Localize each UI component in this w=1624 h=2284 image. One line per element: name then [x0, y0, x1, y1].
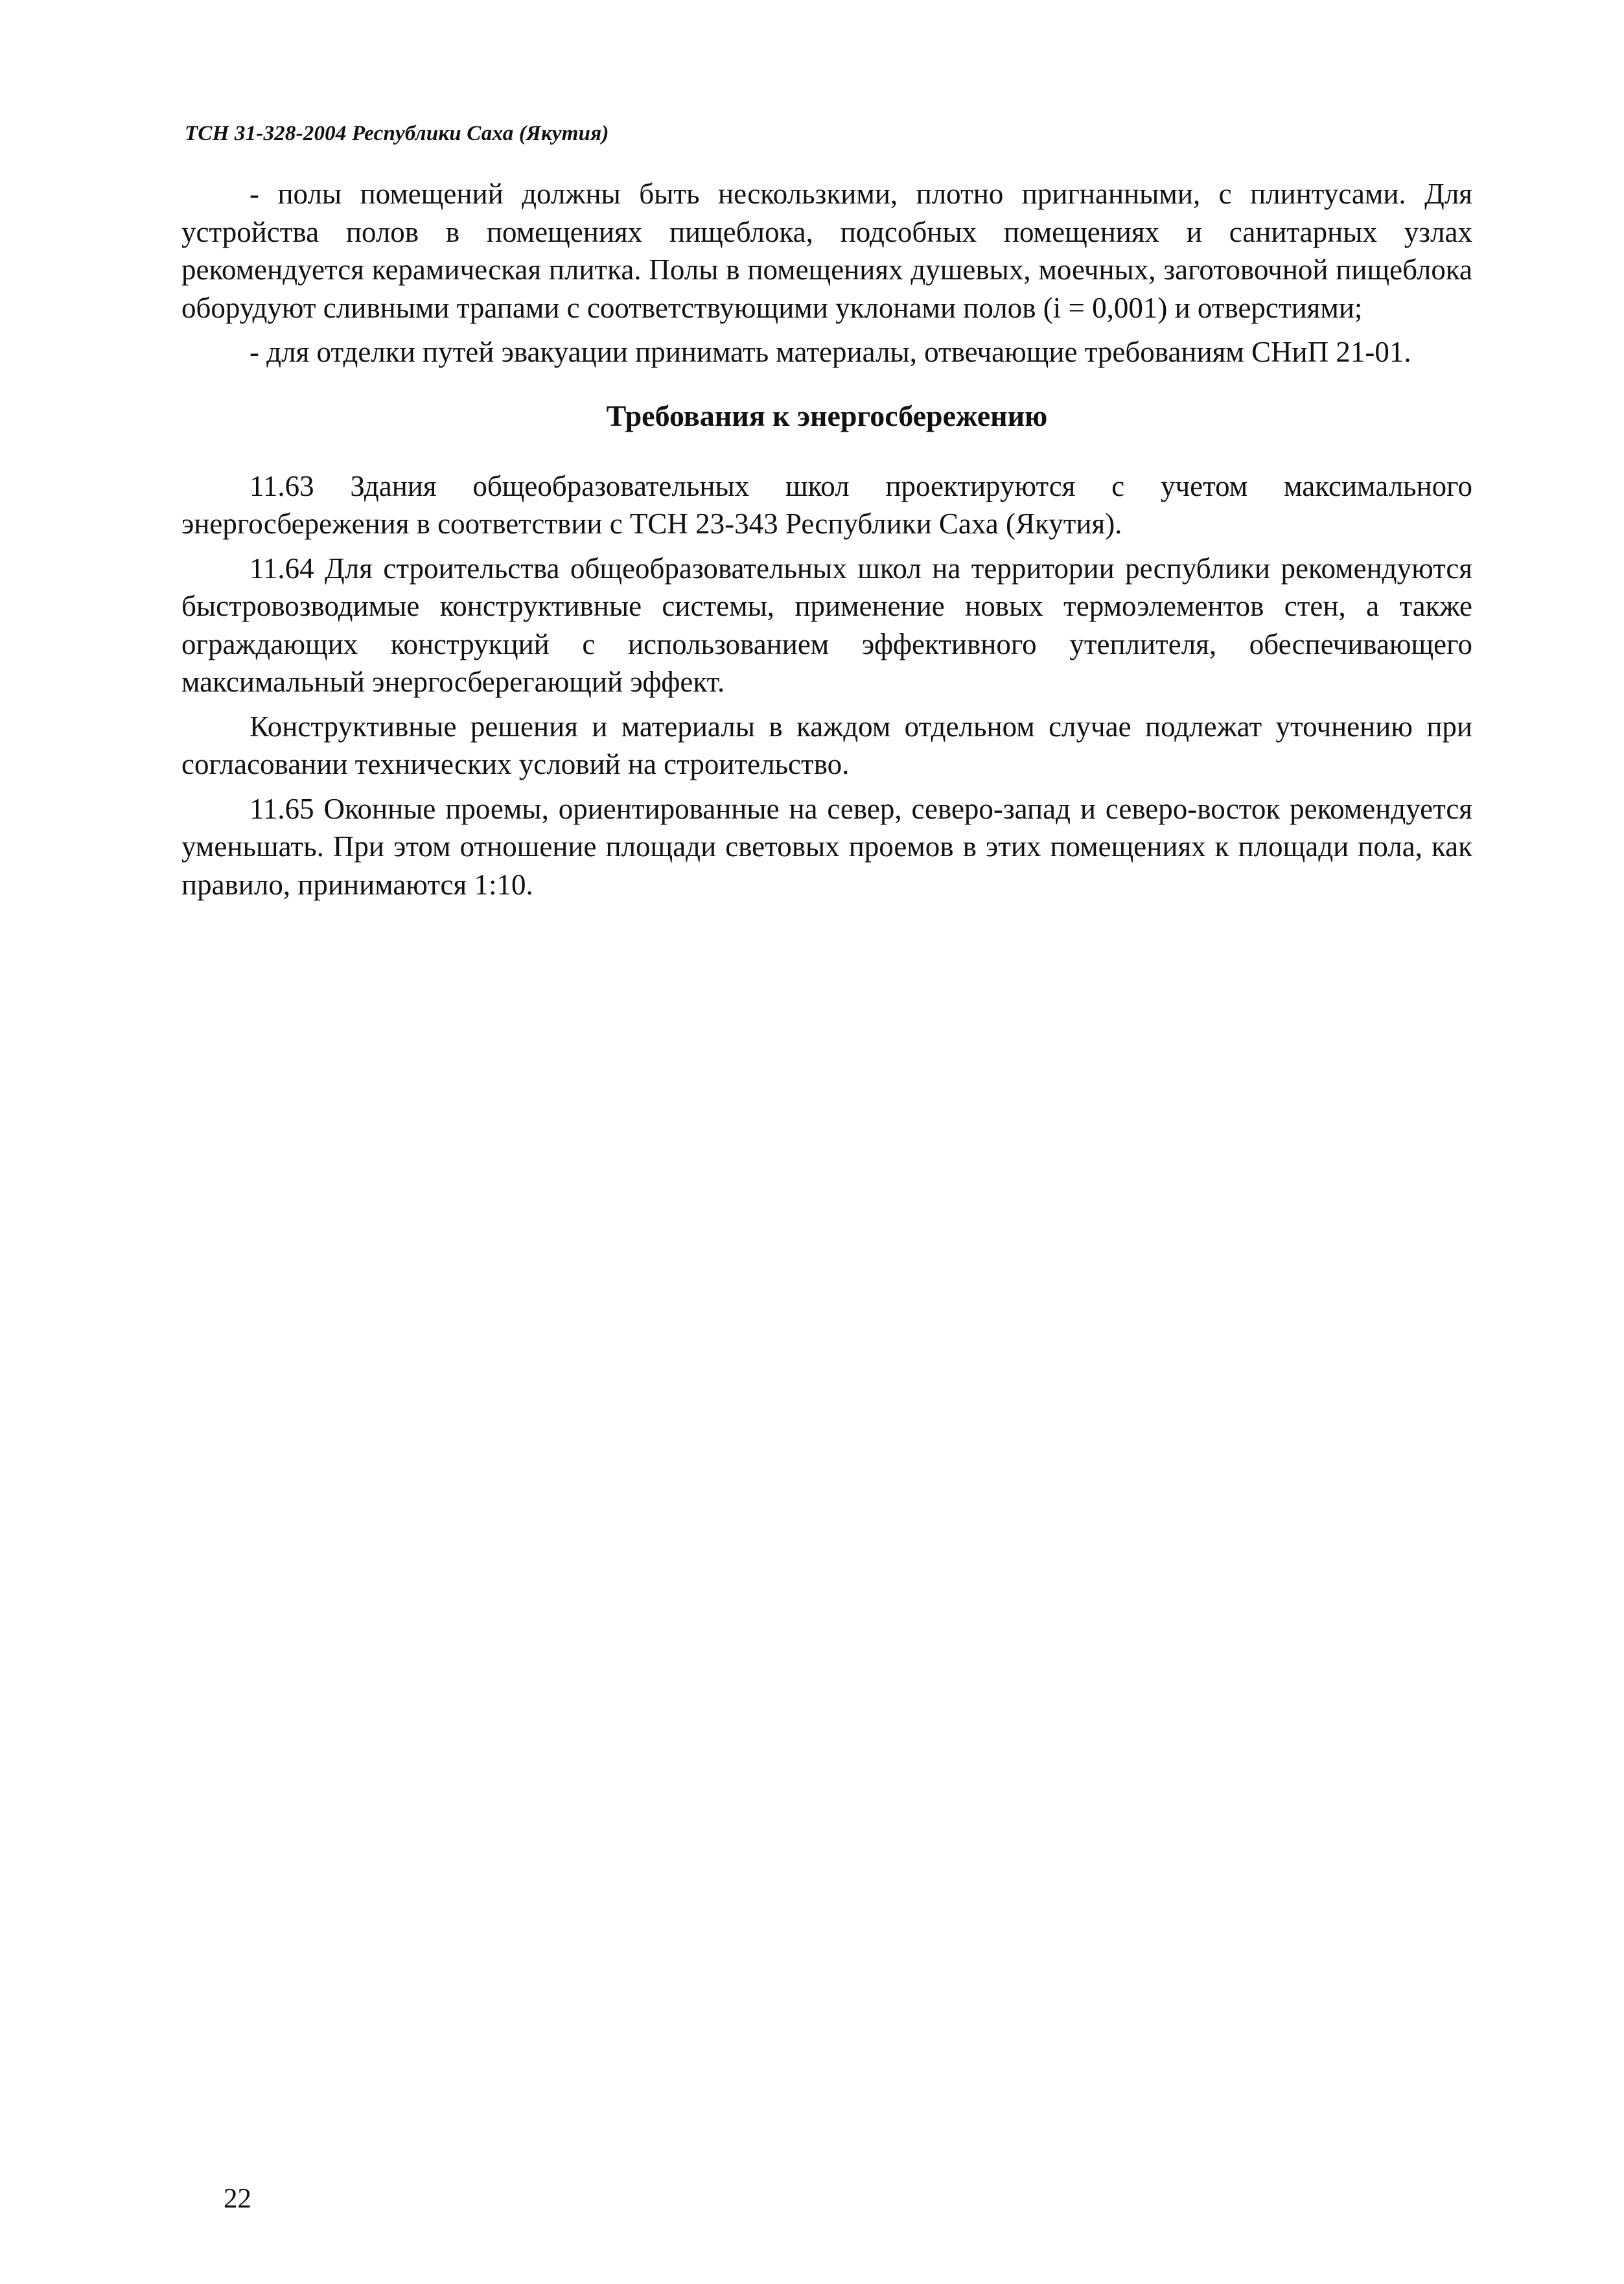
paragraph-design-solutions: Конструктивные решения и материалы в каждом отдельном случае подлежат уточнению при согласовании технических условий на строительство. [181, 710, 1472, 780]
running-header: ТСН 31-328-2004 Республики Саха (Якутия) [185, 122, 609, 145]
page-number: 22 [224, 2184, 251, 2214]
paragraph-floors: - полы помещений должны быть нескользкими, плотно пригнанными, с плинтусами. Для устройства полов в помещениях пищеблока, подсобных помещениях и санитарных узлах рекомендуется керамическая плитка. Полы в помещениях душевых, моечных, заготовочной пищеблока оборудуют сливными трапами с соответствующими уклонами полов (i = 0,001) и отверстиями; [181, 178, 1472, 324]
paragraph-evacuation-finishing: - для отделки путей эвакуации принимать материалы, отвечающие требованиям СНиП 21-01. [249, 336, 1411, 368]
paragraph-11-64: 11.64 Для строительства общеобразовательных школ на территории республики рекомендуются быстровозводимые конструктивные системы, применение новых термоэлементов стен, а также ограждающих конструкций с использованием эффективного утеплителя, обеспечивающего максимальный энергосберегающий эффект. [181, 552, 1472, 698]
paragraph-11-65: 11.65 Оконные проемы, ориентированные на север, северо-запад и северо-восток рекомендуется уменьшать. При этом отношение площади световых проемов в этих помещениях к площади пола, как правило, принимаются 1:10. [181, 792, 1472, 901]
paragraph-11-63: 11.63 Здания общеобразовательных школ проектируются с учетом максимального энергосбережения в соответствии с ТСН 23-343 Республики Саха (Якутия). [181, 469, 1472, 540]
section-title: Требования к энергосбережению [606, 399, 1048, 432]
page-content [181, 175, 1472, 903]
